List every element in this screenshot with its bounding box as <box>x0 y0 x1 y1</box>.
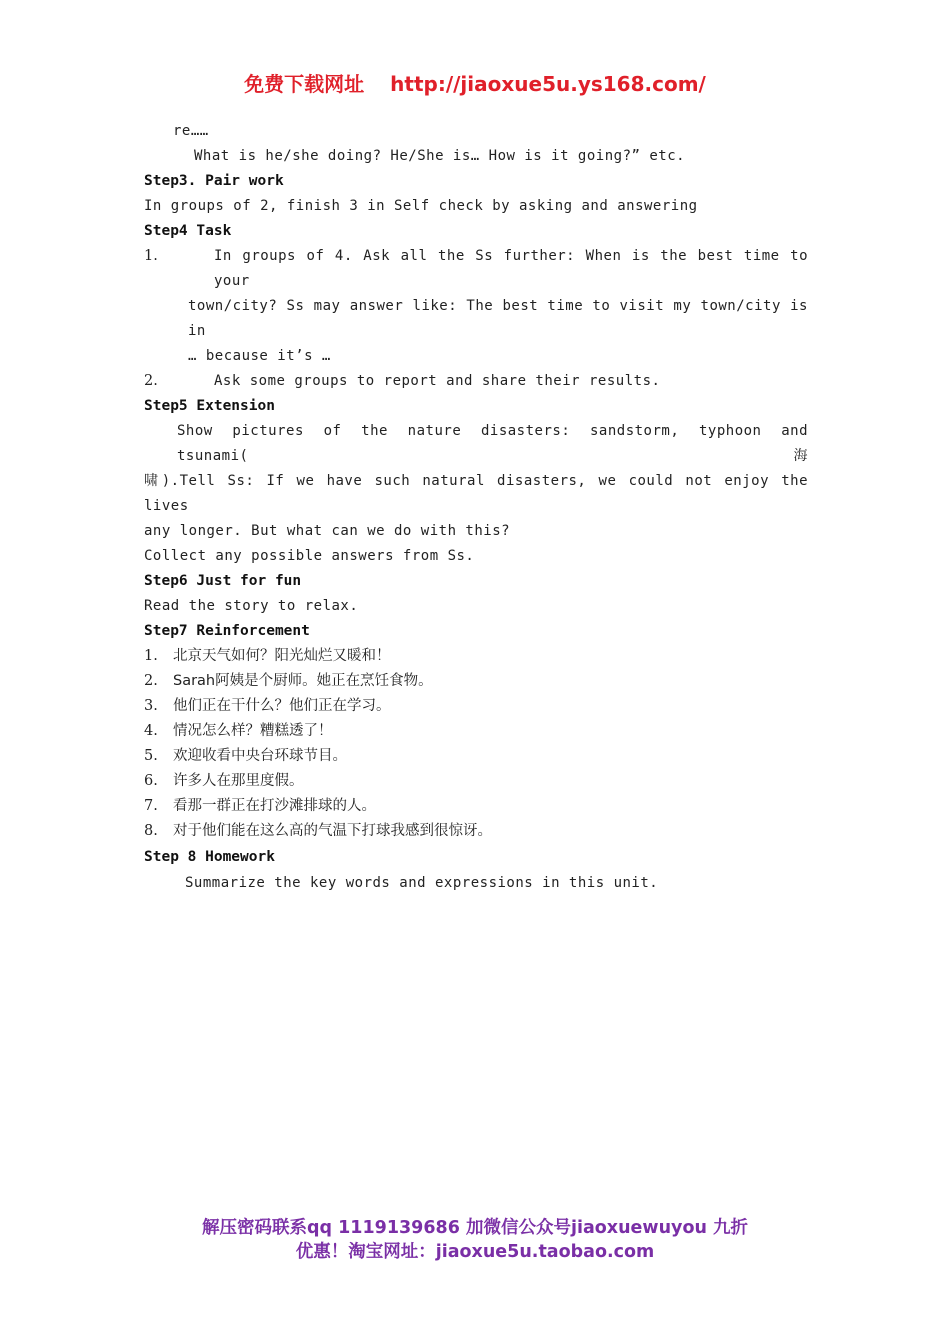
step5-line: any longer. But what can we do with this? <box>144 523 511 539</box>
step3-text: In groups of 2, finish 3 in Self check by asking and answering <box>144 198 698 214</box>
list-item <box>144 669 808 694</box>
list-number: 5. <box>144 748 158 764</box>
step6-title: Step6 Just for fun <box>144 573 302 589</box>
list-number: 2. <box>144 373 158 389</box>
step4-title: Step4 Task <box>144 223 232 239</box>
list-item-text: 情况怎么样？糟糕透了！ <box>173 723 333 739</box>
list-item <box>144 769 808 794</box>
step8-title: Step 8 Homework <box>144 849 275 865</box>
list-number: 4. <box>144 723 158 739</box>
list-item-text: 许多人在那里度假。 <box>173 773 304 789</box>
step4-item-line: town/city? Ss may answer like: The best time to visit my town/city is in <box>188 298 808 339</box>
list-number: 6. <box>144 773 158 789</box>
footer-line: 解压密码联系qq 1119139686 加微信公众号jiaoxuewuyou 九折 <box>201 1218 749 1238</box>
list-item-text: 对于他们能在这么高的气温下打球我感到很惊讶。 <box>173 823 492 839</box>
continued-text: re…… <box>173 123 209 139</box>
list-number: 1. <box>144 248 158 264</box>
list-number: 1. <box>144 648 158 664</box>
footer-line: 优惠！淘宝网址：jiaoxue5u.taobao.com <box>295 1242 655 1262</box>
step4-item <box>144 369 808 394</box>
list-item <box>144 694 808 719</box>
step5-line: Show pictures of the nature disasters: sandstorm, typhoon and tsunami(海 <box>177 423 808 464</box>
list-item-text: 他们正在干什么？他们正在学习。 <box>173 698 391 714</box>
list-number: 7. <box>144 798 158 814</box>
list-item-text: 北京天气如何？阳光灿烂又暖和！ <box>173 648 391 664</box>
document-body <box>144 119 808 896</box>
list-item-text: 看那一群正在打沙滩排球的人。 <box>173 798 376 814</box>
step5-line: 啸).Tell Ss: If we have such natural disasters, we could not enjoy the lives <box>144 473 808 514</box>
list-number: 2. <box>144 673 158 689</box>
list-item <box>144 744 808 769</box>
step4-item <box>144 244 808 369</box>
list-number: 8. <box>144 823 158 839</box>
list-item <box>144 644 808 669</box>
list-item <box>144 719 808 744</box>
list-item <box>144 794 808 819</box>
list-item-text: Sarah阿姨是个厨师。她正在烹饪食物。 <box>173 673 433 689</box>
step8-text: Summarize the key words and expressions in this unit. <box>185 875 659 891</box>
list-item-text: 欢迎收看中央台环球节目。 <box>173 748 347 764</box>
continued-text: What is he/she doing? He/She is… How is it going?” etc. <box>194 148 686 164</box>
footer-notice <box>0 1216 950 1264</box>
step5-title: Step5 Extension <box>144 398 275 414</box>
step4-item-line: In groups of 4. Ask all the Ss further: When is the best time to your <box>214 248 808 289</box>
list-item <box>144 819 808 844</box>
step7-title: Step7 Reinforcement <box>144 623 310 639</box>
step4-item-line: Ask some groups to report and share their results. <box>214 373 661 389</box>
list-number: 3. <box>144 698 158 714</box>
step4-item-line: … because it’s … <box>188 348 331 364</box>
header-label: 免费下载网址 <box>244 72 365 96</box>
header-banner <box>0 68 950 97</box>
step6-text: Read the story to relax. <box>144 598 359 614</box>
step3-title: Step3. Pair work <box>144 173 284 189</box>
step5-line: Collect any possible answers from Ss. <box>144 548 475 564</box>
header-url-link[interactable]: http://jiaoxue5u.ys168.com/ <box>390 72 706 96</box>
